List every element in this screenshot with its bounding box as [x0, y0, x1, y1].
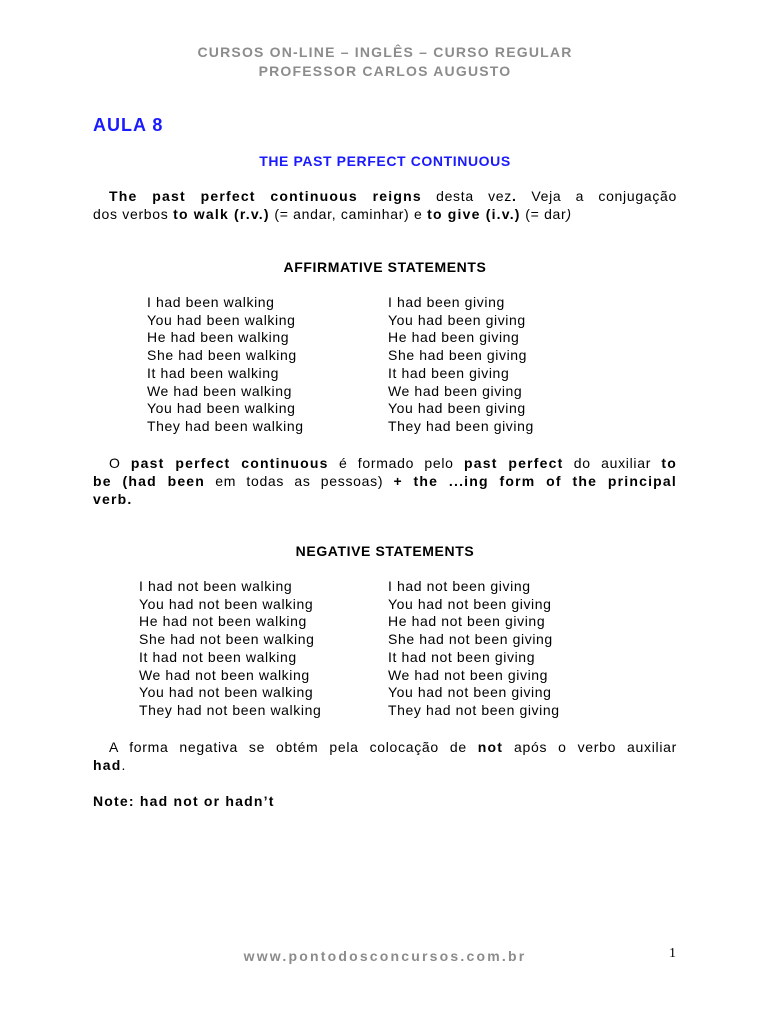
- conjugation-line: We had been walking: [147, 382, 293, 399]
- negative-walk-column: [139, 578, 321, 720]
- conjugation-line: You had been walking: [147, 400, 296, 417]
- conjugation-line: He had been giving: [388, 329, 520, 346]
- intro-text: desta vez: [421, 188, 512, 204]
- affirmative-walk-column: [147, 294, 304, 436]
- intro-period: .: [511, 188, 518, 204]
- negation-text: após o verbo auxiliar: [503, 739, 677, 755]
- formation-bold: be (had been: [93, 473, 206, 489]
- negation-text: .: [121, 757, 127, 773]
- intro-bold-phrase: The past perfect continuous reigns: [109, 188, 422, 204]
- formation-bold: verb.: [93, 491, 133, 507]
- conjugation-line: I had not been giving: [388, 578, 531, 594]
- negation-bold: had: [93, 757, 122, 773]
- course-header-line1: CURSOS ON-LINE – INGLÊS – CURSO REGULAR: [197, 44, 573, 60]
- conjugation-line: You had been walking: [147, 311, 296, 328]
- negative-title: NEGATIVE STATEMENTS: [295, 543, 475, 559]
- formation-text: do auxiliar: [563, 455, 662, 471]
- intro-text: Veja a conjugação: [517, 188, 677, 204]
- verb-to-walk: to walk (r.v.): [173, 206, 270, 222]
- conjugation-line: You had not been walking: [139, 684, 314, 701]
- conjugation-line: You had not been giving: [388, 684, 552, 701]
- conjugation-line: She had been giving: [388, 347, 528, 364]
- lesson-subtitle: THE PAST PERFECT CONTINUOUS: [259, 153, 511, 169]
- conjugation-line: It had been giving: [388, 364, 510, 381]
- page-number: 1: [669, 946, 676, 961]
- course-header-line2: PROFESSOR CARLOS AUGUSTO: [258, 63, 512, 79]
- negative-give-column: [388, 578, 560, 720]
- formation-text: em todas as pessoas): [205, 473, 394, 489]
- conjugation-line: He had been walking: [147, 329, 290, 346]
- formation-text: O: [109, 455, 131, 471]
- conjugation-line: It had been walking: [147, 364, 280, 381]
- conjugation-line: We had not been walking: [139, 666, 310, 683]
- formation-paragraph: [93, 454, 677, 508]
- formation-bold: past perfect continuous: [130, 455, 329, 471]
- conjugation-line: I had been walking: [147, 294, 275, 310]
- conjugation-line: They had not been walking: [139, 701, 322, 718]
- conjugation-line: They had been giving: [388, 417, 534, 434]
- intro-paragraph: [93, 187, 677, 223]
- conjugation-line: They had been walking: [147, 417, 304, 434]
- conjugation-line: You had not been giving: [388, 595, 552, 612]
- negation-bold: not: [477, 739, 504, 755]
- conjugation-line: She had not been giving: [388, 631, 553, 648]
- note-line: Note: had not or hadn’t: [93, 793, 275, 809]
- conjugation-line: You had been giving: [388, 400, 526, 417]
- conjugation-line: She had not been walking: [139, 631, 315, 648]
- formation-bold: to: [661, 455, 677, 471]
- conjugation-line: They had not been giving: [388, 701, 560, 718]
- conjugation-line: I had been giving: [388, 294, 505, 310]
- verb-to-give: to give (i.v.): [427, 206, 521, 222]
- intro-text: ): [566, 206, 572, 222]
- affirmative-give-column: [388, 294, 534, 436]
- conjugation-line: We had been giving: [388, 382, 523, 399]
- conjugation-line: I had not been walking: [139, 578, 293, 594]
- conjugation-line: We had not been giving: [388, 666, 549, 683]
- footer-website: www.pontodosconcursos.com.br: [243, 948, 527, 964]
- conjugation-line: He had not been walking: [139, 613, 307, 630]
- conjugation-line: You had not been walking: [139, 595, 314, 612]
- conjugation-line: He had not been giving: [388, 613, 546, 630]
- lesson-title: AULA 8: [93, 115, 164, 135]
- intro-text: dos verbos: [93, 206, 174, 222]
- conjugation-line: It had not been walking: [139, 648, 297, 665]
- conjugation-line: It had not been giving: [388, 648, 536, 665]
- negation-text: A forma negativa se obtém pela colocação de: [109, 739, 478, 755]
- formation-bold: + the ...ing form of the principal: [393, 473, 677, 489]
- intro-text: (= dar: [520, 206, 567, 222]
- formation-text: é formado pelo: [328, 455, 464, 471]
- formation-bold: past perfect: [463, 455, 564, 471]
- negation-paragraph: [93, 738, 677, 774]
- conjugation-line: She had been walking: [147, 347, 297, 364]
- conjugation-line: You had been giving: [388, 311, 526, 328]
- affirmative-title: AFFIRMATIVE STATEMENTS: [283, 259, 487, 275]
- intro-text: (= andar, caminhar) e: [269, 206, 428, 222]
